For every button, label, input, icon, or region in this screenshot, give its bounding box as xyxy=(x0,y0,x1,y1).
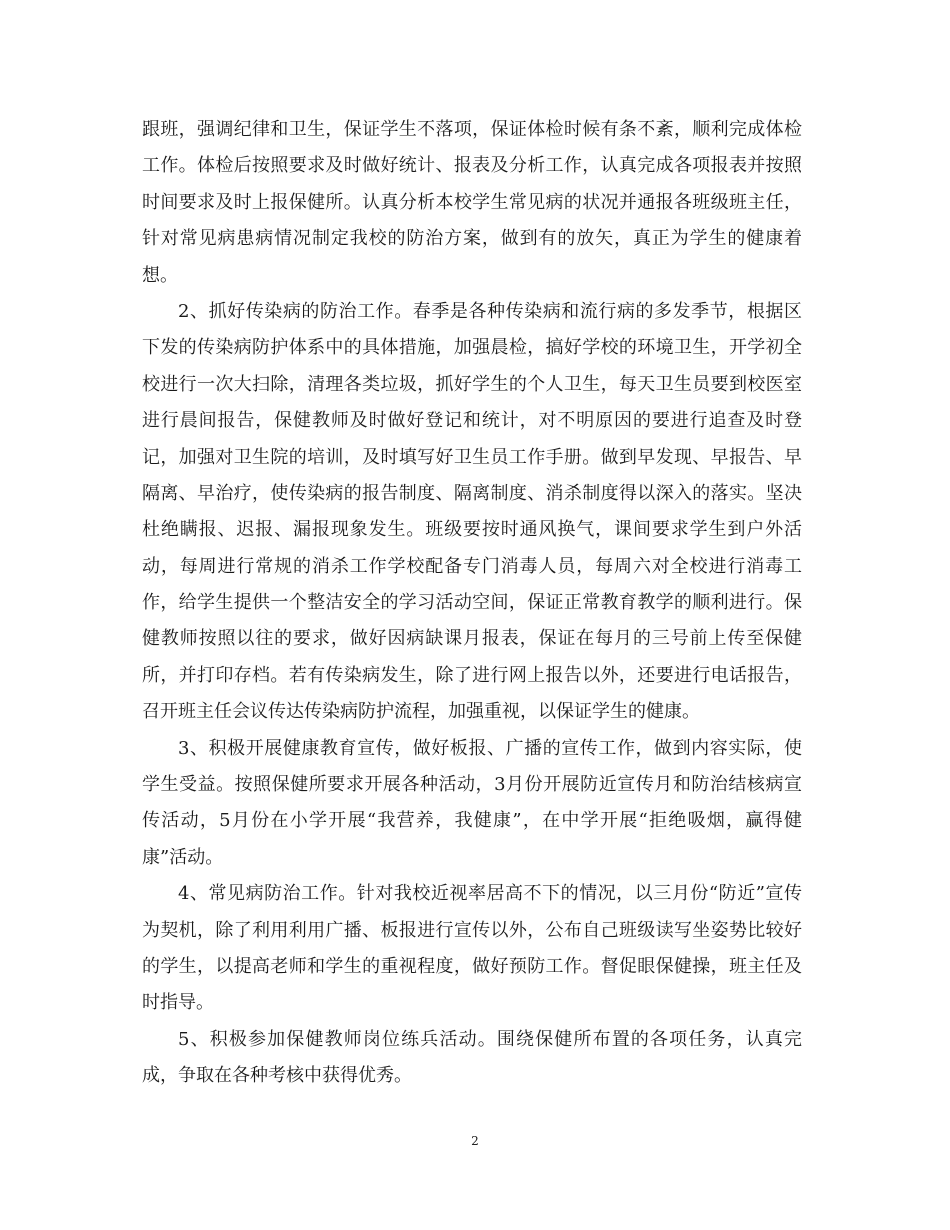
text-line: 想。 xyxy=(142,264,178,286)
text-line: 校进行一次大扫除，清理各类垃圾，抓好学生的个人卫生，每天卫生员要到校医室 xyxy=(142,373,802,395)
text-line: 召开班主任会议传达传染病防护流程，加强重视，以保证学生的健康。 xyxy=(142,701,700,723)
text-line: 为契机，除了利用利用广播、板报进行宣传以外，公布自己班级读写坐姿势比较好 xyxy=(142,919,802,941)
text-line: 的学生，以提高老师和学生的重视程度，做好预防工作。督促眼保健操，班主任及 xyxy=(142,955,802,977)
text-line: 动，每周进行常规的消杀工作学校配备专门消毒人员，每周六对全校进行消毒工 xyxy=(142,555,802,577)
text-line: 学生受益。按照保健所要求开展各种活动，3月份开展防近宣传月和防治结核病宣 xyxy=(142,774,802,796)
text-line: 跟班，强调纪律和卫生，保证学生不落项，保证体检时候有条不紊，顺利完成体检 xyxy=(142,119,802,140)
paragraph-first-line: 5、积极参加保健教师岗位练兵活动。围绕保健所布置的各项任务，认真完 xyxy=(178,1028,802,1050)
document-body xyxy=(142,112,802,1095)
text-line: 健教师按照以往的要求，做好因病缺课月报表，保证在每月的三号前上传至保健 xyxy=(142,628,802,650)
text-line: 杜绝瞒报、迟报、漏报现象发生。班级要按时通风换气，课间要求学生到户外活 xyxy=(142,519,802,541)
text-line: 所，并打印存档。若有传染病发生，除了进行网上报告以外，还要进行电话报告， xyxy=(142,664,802,686)
text-line: 记，加强对卫生院的培训，及时填写好卫生员工作手册。做到早发现、早报告、早 xyxy=(142,446,802,468)
text-line: 传活动，5月份在小学开展“我营养，我健康”，在中学开展“拒绝吸烟，赢得健 xyxy=(142,810,802,832)
text-line: 时指导。 xyxy=(142,992,214,1014)
text-line: 下发的传染病防护体系中的具体措施，加强晨检，搞好学校的环境卫生，开学初全 xyxy=(142,337,802,359)
text-line: 作，给学生提供一个整洁安全的学习活动空间，保证正常教育教学的顺利进行。保 xyxy=(142,592,802,614)
text-line: 进行晨间报告，保健教师及时做好登记和统计，对不明原因的要进行追查及时登 xyxy=(142,410,802,432)
paragraph-first-line: 4、常见病防治工作。针对我校近视率居高不下的情况，以三月份“防近”宣传 xyxy=(178,883,802,905)
text-line: 时间要求及时上报保健所。认真分析本校学生常见病的状况并通报各班级班主任， xyxy=(142,191,802,213)
page-number: 2 xyxy=(471,1134,479,1148)
text-line: 成，争取在各种考核中获得优秀。 xyxy=(142,1065,412,1087)
text-line: 工作。体检后按照要求及时做好统计、报表及分析工作，认真完成各项报表并按照 xyxy=(142,155,802,177)
text-line: 隔离、早治疗，使传染病的报告制度、隔离制度、消杀制度得以深入的落实。坚决 xyxy=(142,482,802,504)
paragraph-first-line: 3、积极开展健康教育宣传，做好板报、广播的宣传工作，做到内容实际，使 xyxy=(178,737,802,759)
text-line: 针对常见病患病情况制定我校的防治方案，做到有的放矢，真正为学生的健康着 xyxy=(142,228,802,250)
text-line: 康”活动。 xyxy=(142,846,224,868)
paragraph-first-line: 2、抓好传染病的防治工作。春季是各种传染病和流行病的多发季节，根据区 xyxy=(178,300,802,322)
